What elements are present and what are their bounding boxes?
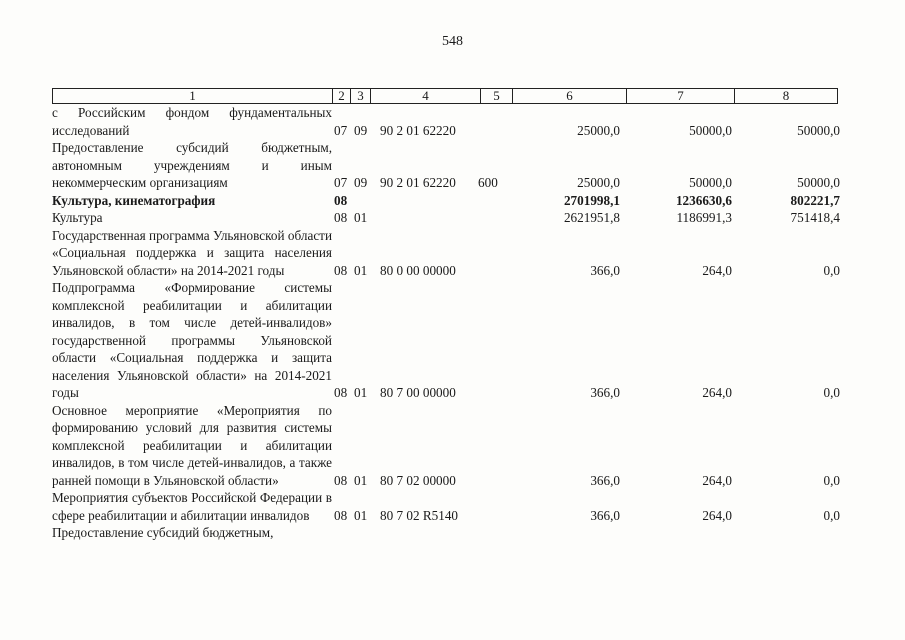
row-value-col7: 50000,0 [689,122,732,138]
row-value-col6: 25000,0 [577,122,620,138]
row-rz: 08 [334,192,348,208]
row-csr: 80 0 00 00000 [380,262,456,278]
row-rz: 08 [334,507,348,523]
row-value-col8: 0,0 [823,507,840,523]
header-col-1: 1 [53,89,333,103]
table-row [52,209,842,227]
row-value-col8: 751418,4 [790,210,840,225]
row-pr: 01 [354,472,368,488]
row-pr: 09 [354,122,368,138]
table-row [52,192,842,210]
row-value-col6: 2701998,1 [563,192,620,208]
row-rz: 08 [334,385,348,400]
row-vr: 600 [478,175,498,190]
row-value-col6: 366,0 [590,385,620,400]
row-csr: 80 7 02 00000 [380,472,456,488]
row-value-col8: 802221,7 [790,192,840,208]
row-pr: 01 [354,385,368,400]
row-value-col8: 0,0 [823,262,840,278]
table-row [52,104,842,139]
row-value-col8: 0,0 [823,472,840,488]
row-rz: 07 [334,175,348,190]
row-value-col6: 25000,0 [577,175,620,190]
row-rz: 08 [334,262,348,278]
row-name: Предоставление субсидий бюджетным, [52,525,274,540]
row-pr: 09 [354,175,368,190]
row-csr: 90 2 01 62220 [380,122,456,138]
row-rz: 08 [334,210,348,225]
row-value-col7: 264,0 [702,385,732,400]
header-col-4: 4 [371,89,481,103]
table-row [52,524,842,542]
row-value-col6: 2621951,8 [563,210,620,225]
table-row [52,227,842,280]
row-value-col6: 366,0 [590,507,620,523]
row-csr: 90 2 01 62220 [380,175,456,190]
header-col-2: 2 [333,89,351,103]
row-value-col8: 50000,0 [797,122,840,138]
row-value-col7: 264,0 [702,262,732,278]
row-name: Предоставление субсидий бюджетным, автономным учреждениям и иным некоммерческим организациям [52,140,332,190]
row-value-col7: 50000,0 [689,175,732,190]
row-value-col8: 0,0 [823,385,840,400]
page-number: 548 [442,34,463,49]
row-value-col6: 366,0 [590,262,620,278]
header-col-7: 7 [627,89,735,103]
header-col-3: 3 [351,89,371,103]
row-pr: 01 [354,210,368,225]
row-name: Мероприятия субъектов Российской Федерации в сфере реабилитации и абилитации инвалидов [52,490,332,523]
row-csr: 80 7 00 00000 [380,385,456,400]
row-name: Государственная программа Ульяновской области «Социальная поддержка и защита населения Ульяновской области» на 2014-2021 годы [52,227,332,278]
header-col-5: 5 [481,89,513,103]
row-csr: 80 7 02 R5140 [380,507,459,523]
row-value-col7: 264,0 [702,507,732,523]
row-rz: 07 [334,122,348,138]
table-header [52,88,838,104]
table-row [52,279,842,402]
header-col-6: 6 [513,89,627,103]
row-name: Подпрограмма «Формирование системы комплексной реабилитации и абилитации инвалидов, в том числе детей-инвалидов» государственной программы Ульяновской области «Социальная поддержка и защита населения Ульяновской области» на 2014-2021 годы [52,280,332,400]
row-pr: 01 [354,262,368,278]
row-name: Культура [52,210,103,225]
row-pr: 01 [354,507,368,523]
table-body [52,104,842,542]
header-col-8: 8 [782,89,790,103]
row-value-col7: 264,0 [702,472,732,488]
table-row [52,489,842,524]
row-name: Культура, кинематография [52,192,216,208]
row-name: Основное мероприятие «Мероприятия по формированию условий для развития системы комплексной реабилитации и абилитации инвалидов, в том числе детей-инвалидов, а также ранней помощи в Ульяновской области» [52,402,332,488]
row-value-col7: 1236630,6 [675,192,732,208]
table-row [52,402,842,490]
row-rz: 08 [334,472,348,488]
row-name: с Российским фондом фундаментальных исследований [52,105,332,138]
row-value-col8: 50000,0 [797,175,840,190]
row-value-col6: 366,0 [590,472,620,488]
table-row [52,139,842,192]
row-value-col7: 1186991,3 [676,210,732,225]
